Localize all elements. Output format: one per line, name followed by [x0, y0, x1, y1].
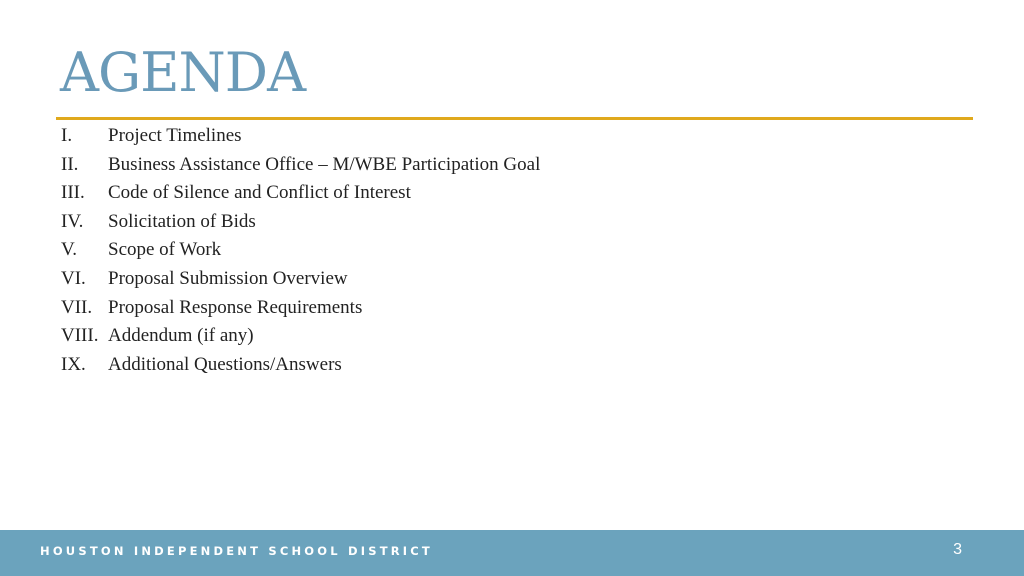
agenda-item — [61, 151, 540, 180]
agenda-item-text: Code of Silence and Conflict of Interest — [108, 182, 411, 204]
title-divider — [56, 117, 973, 120]
agenda-item-text: Addendum (if any) — [108, 325, 254, 347]
agenda-item — [61, 322, 540, 351]
agenda-item-text: Project Timelines — [108, 125, 242, 146]
agenda-item — [61, 265, 540, 294]
footer-organization: HOUSTON INDEPENDENT SCHOOL DISTRICT — [40, 544, 433, 558]
footer-bar — [0, 530, 1024, 576]
agenda-item-text: Additional Questions/Answers — [108, 353, 342, 375]
agenda-item-number: VIII. — [61, 325, 99, 347]
agenda-list — [61, 122, 540, 379]
agenda-item-text: Proposal Response Requirements — [108, 296, 363, 318]
agenda-item-number: VI. — [61, 267, 86, 289]
agenda-item-text: Proposal Submission Overview — [108, 267, 348, 289]
agenda-item-number: IV. — [61, 210, 84, 232]
slide-title: AGENDA — [60, 41, 306, 104]
agenda-item — [61, 236, 540, 265]
agenda-item-number: III. — [61, 182, 85, 204]
agenda-item-number: VII. — [61, 296, 93, 318]
agenda-item — [61, 208, 540, 237]
agenda-item — [61, 351, 540, 380]
agenda-item — [61, 122, 540, 151]
agenda-item-text: Scope of Work — [108, 239, 222, 261]
agenda-item-number: II. — [61, 153, 79, 175]
agenda-item-number: I. — [61, 125, 73, 146]
agenda-item-number: IX. — [61, 353, 86, 375]
agenda-item-number: V. — [61, 239, 78, 261]
agenda-item-text: Business Assistance Office – M/WBE Participation Goal — [108, 153, 541, 175]
agenda-item — [61, 179, 540, 208]
agenda-item — [61, 294, 540, 323]
agenda-item-text: Solicitation of Bids — [108, 210, 256, 232]
page-number: 3 — [953, 541, 962, 558]
